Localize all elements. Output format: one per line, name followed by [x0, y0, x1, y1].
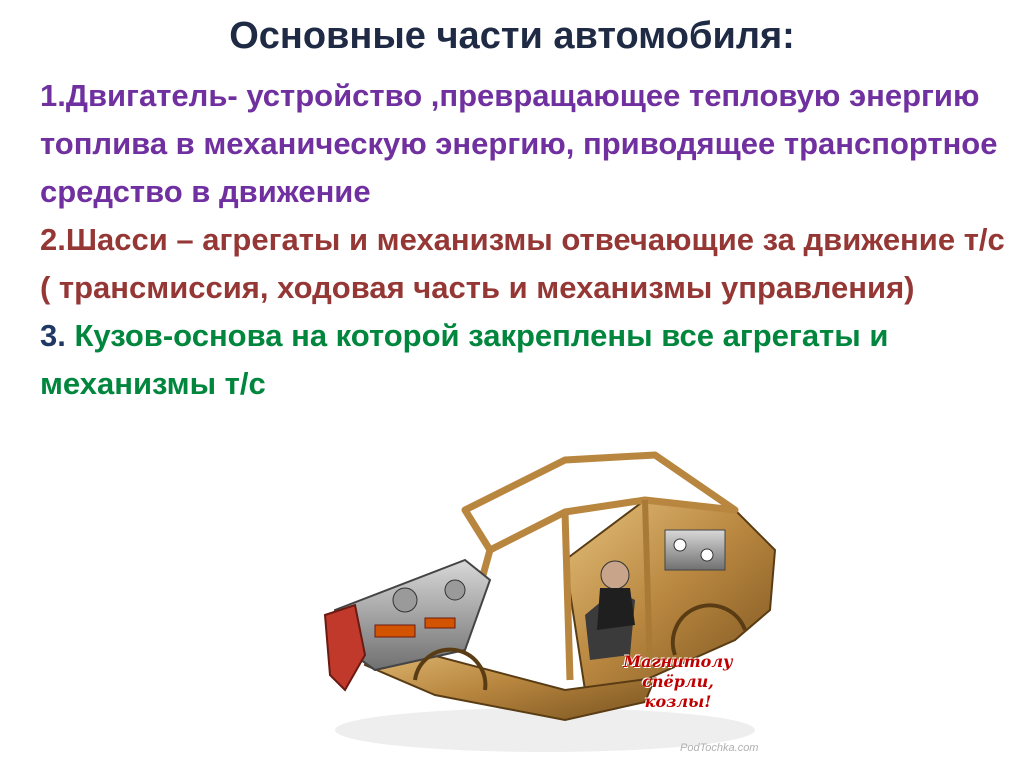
list-item-number: 3. [40, 318, 75, 353]
car-body-illustration [315, 440, 785, 760]
list-item-chassis [40, 216, 1010, 312]
slide-body [40, 72, 1010, 408]
list-item-body [40, 312, 1010, 408]
caption-line: Магнитолу спёрли, [623, 652, 733, 691]
list-item-text: Двигатель- устройство ,превращающее тепловую энергию топлива в механическую энергию, приводящее транспортное средство в движение [40, 78, 998, 209]
list-item-text: Кузов-основа на которой закреплены все агрегаты и механизмы т/с [40, 318, 889, 401]
list-item-engine [40, 72, 1010, 216]
watermark: PodTochka.com [680, 742, 759, 754]
slide-title: Основные части автомобиля: [229, 15, 795, 57]
figure-caption [588, 652, 768, 712]
caption-line: козлы! [644, 692, 712, 711]
list-item-number: 1. [40, 78, 66, 113]
list-item-number: 2. [40, 222, 66, 257]
list-item-text: Шасси – агрегаты и механизмы отвечающие за движение т/с ( трансмиссия, ходовая часть и механизмы управления) [40, 222, 1005, 305]
